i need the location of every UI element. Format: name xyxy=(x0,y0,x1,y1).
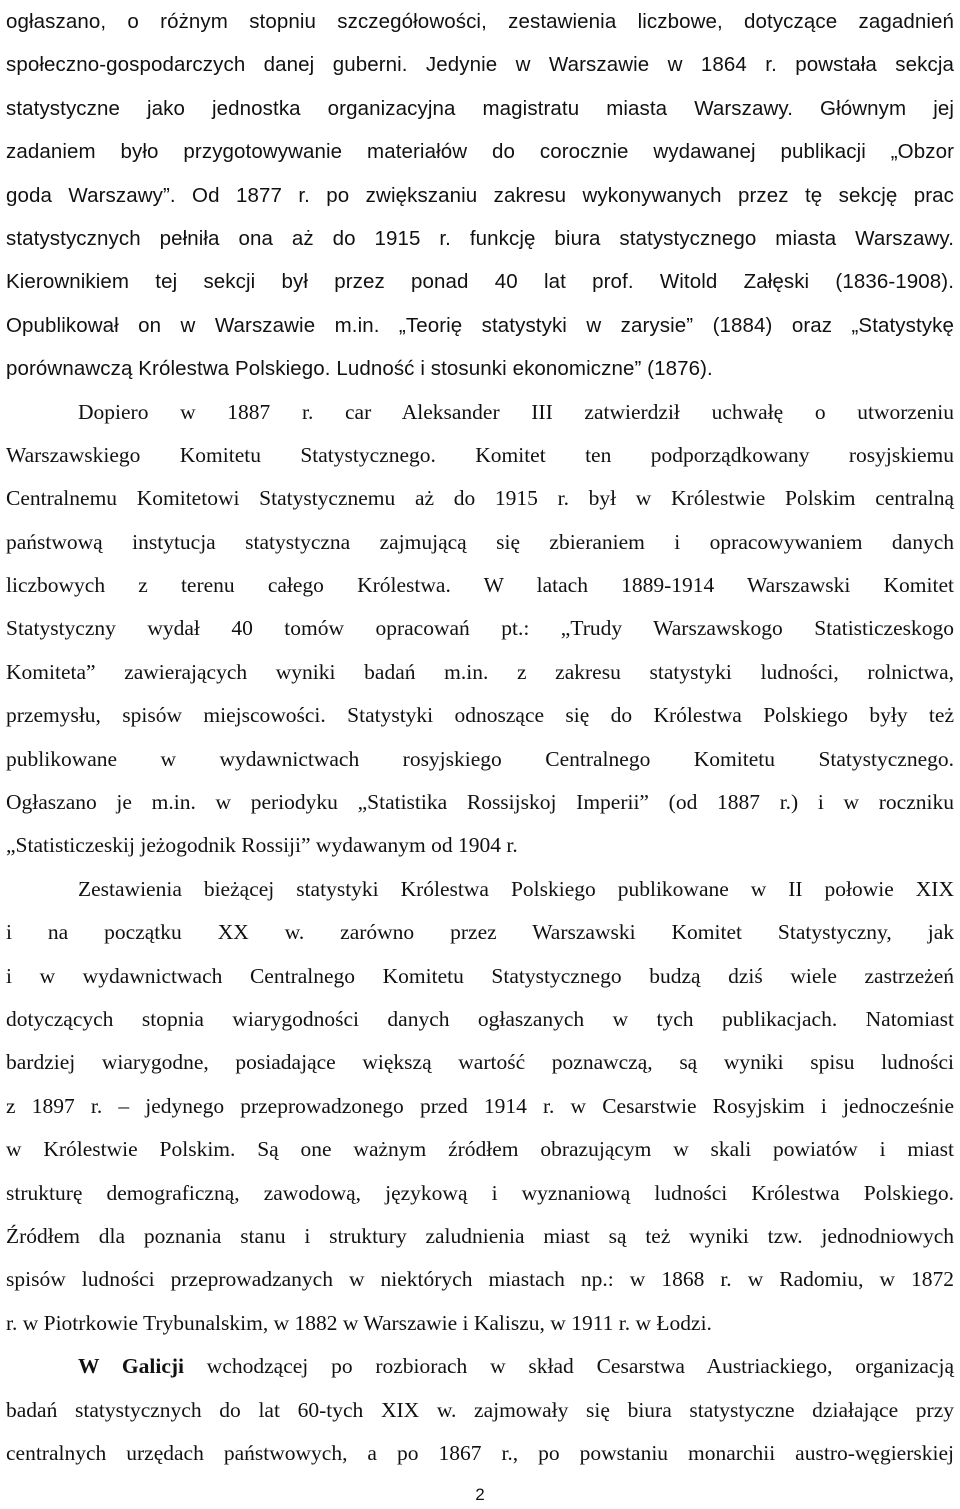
text-line: publikowane w wydawnictwach rosyjskiego Centralnego Komitetu Statystycznego. xyxy=(6,746,954,771)
text-line: Dopiero w 1887 r. car Aleksander III zatwierdził uchwałę o utworzeniu xyxy=(78,399,954,424)
text-line: bardziej wiarygodne, posiadające większą wartość poznawczą, są wyniki spisu ludności xyxy=(6,1050,954,1075)
text-line: Komiteta” zawierających wyniki badań m.in. z zakresu statystyki ludności, rolnictwa, xyxy=(6,659,954,684)
text-line: Centralnemu Komitetowi Statystycznemu aż do 1915 r. był w Królestwie Polskim centralną xyxy=(6,486,954,511)
text-line: społeczno-gospodarczych danej guberni. Jedynie w Warszawie w 1864 r. powstała sekcja xyxy=(6,53,954,77)
text-line: Ogłaszano je m.in. w periodyku „Statistika Rossijskoj Imperii” (od 1887 r.) i w roczniku xyxy=(6,790,954,815)
text-line: Opublikował on w Warszawie m.in. „Teorię statystyki w zarysie” (1884) oraz „Statystykę xyxy=(6,313,954,337)
text-line xyxy=(6,1345,954,1388)
text-line: Źródłem dla poznania stanu i struktury zaludnienia miast są też wyniki tzw. jednodniowych xyxy=(6,1223,954,1248)
text-line: strukturę demograficzną, zawodową, językową i wyznaniową ludności Królestwa Polskiego. xyxy=(6,1180,954,1205)
text-line: liczbowych z terenu całego Królestwa. W latach 1889-1914 Warszawski Komitet xyxy=(6,573,954,598)
paragraph-2 xyxy=(6,391,954,868)
text-line: centralnych urzędach państwowych, a po 1867 r., po powstaniu monarchii austro-węgierskiej xyxy=(6,1440,954,1465)
text-line: w Królestwie Polskim. Są one ważnym źródłem obrazującym w skali powiatów i miast xyxy=(6,1137,954,1162)
text-line: Statystyczny wydał 40 tomów opracowań pt.: „Trudy Warszawskogo Statisticzeskogo xyxy=(6,616,954,641)
text-line: „Statisticzeskij jeżogodnik Rossiji” wydawanym od 1904 r. xyxy=(6,833,518,858)
text-line: z 1897 r. – jedynego przeprowadzonego przed 1914 r. w Cesarstwie Rosyjskim i jednocześnie xyxy=(6,1093,954,1118)
document-page xyxy=(6,0,954,1475)
text-line: spisów ludności przeprowadzanych w niektórych miastach np.: w 1868 r. w Radomiu, w 1872 xyxy=(6,1267,954,1292)
text-line: goda Warszawy”. Od 1877 r. po zwiększaniu zakresu wykonywanych przez tę sekcję prac xyxy=(6,183,954,207)
text-line: przemysłu, spisów miejscowości. Statystyki odnoszące się do Królestwa Polskiego były też xyxy=(6,703,954,728)
text-line: Kierownikiem tej sekcji był przez ponad 40 lat prof. Witold Załęski (1836-1908). xyxy=(6,270,954,294)
text-line: i w wydawnictwach Centralnego Komitetu Statystycznego budzą dziś wiele zastrzeżeń xyxy=(6,963,954,988)
text-line: porównawczą Królestwa Polskiego. Ludność i stosunki ekonomiczne” (1876). xyxy=(6,357,713,381)
text-line: i na początku XX w. zarówno przez Warszawski Komitet Statystyczny, jak xyxy=(6,920,954,945)
text-line: ogłaszano, o różnym stopniu szczegółowości, zestawienia liczbowe, dotyczące zagadnień xyxy=(6,10,954,33)
page-number: 2 xyxy=(475,1485,485,1504)
text-line: zadaniem było przygotowywanie materiałów do corocznie wydawanej publikacji „Obzor xyxy=(6,140,954,164)
text-line-rest: wchodzącej po rozbiorach w skład Cesarstwa Austriackiego, organizacją xyxy=(184,1354,954,1379)
text-line: dotyczących stopnia wiarygodności danych ogłaszanych w tych publikacjach. Natomiast xyxy=(6,1006,954,1031)
text-line: państwową instytucja statystyczna zajmującą się zbieraniem i opracowywaniem danych xyxy=(6,529,954,554)
paragraph-3 xyxy=(6,868,954,1345)
text-line: r. w Piotrkowie Trybunalskim, w 1882 w Warszawie i Kaliszu, w 1911 r. w Łodzi. xyxy=(6,1310,712,1335)
paragraph-1 xyxy=(6,0,954,391)
text-line: statystycznych pełniła ona aż do 1915 r. funkcję biura statystycznego miasta Warszawy. xyxy=(6,226,954,250)
text-line: Zestawienia bieżącej statystyki Królestwa Polskiego publikowane w II połowie XIX xyxy=(78,876,954,901)
text-line: badań statystycznych do lat 60-tych XIX w. zajmowały się biura statystyczne działające przy xyxy=(6,1397,954,1422)
section-lead-bold: W Galicji xyxy=(78,1354,185,1379)
text-line: statystyczne jako jednostka organizacyjna magistratu miasta Warszawy. Głównym jej xyxy=(6,96,954,120)
paragraph-4 xyxy=(6,1345,954,1475)
text-line: Warszawskiego Komitetu Statystycznego. Komitet ten podporządkowany rosyjskiemu xyxy=(6,442,954,467)
